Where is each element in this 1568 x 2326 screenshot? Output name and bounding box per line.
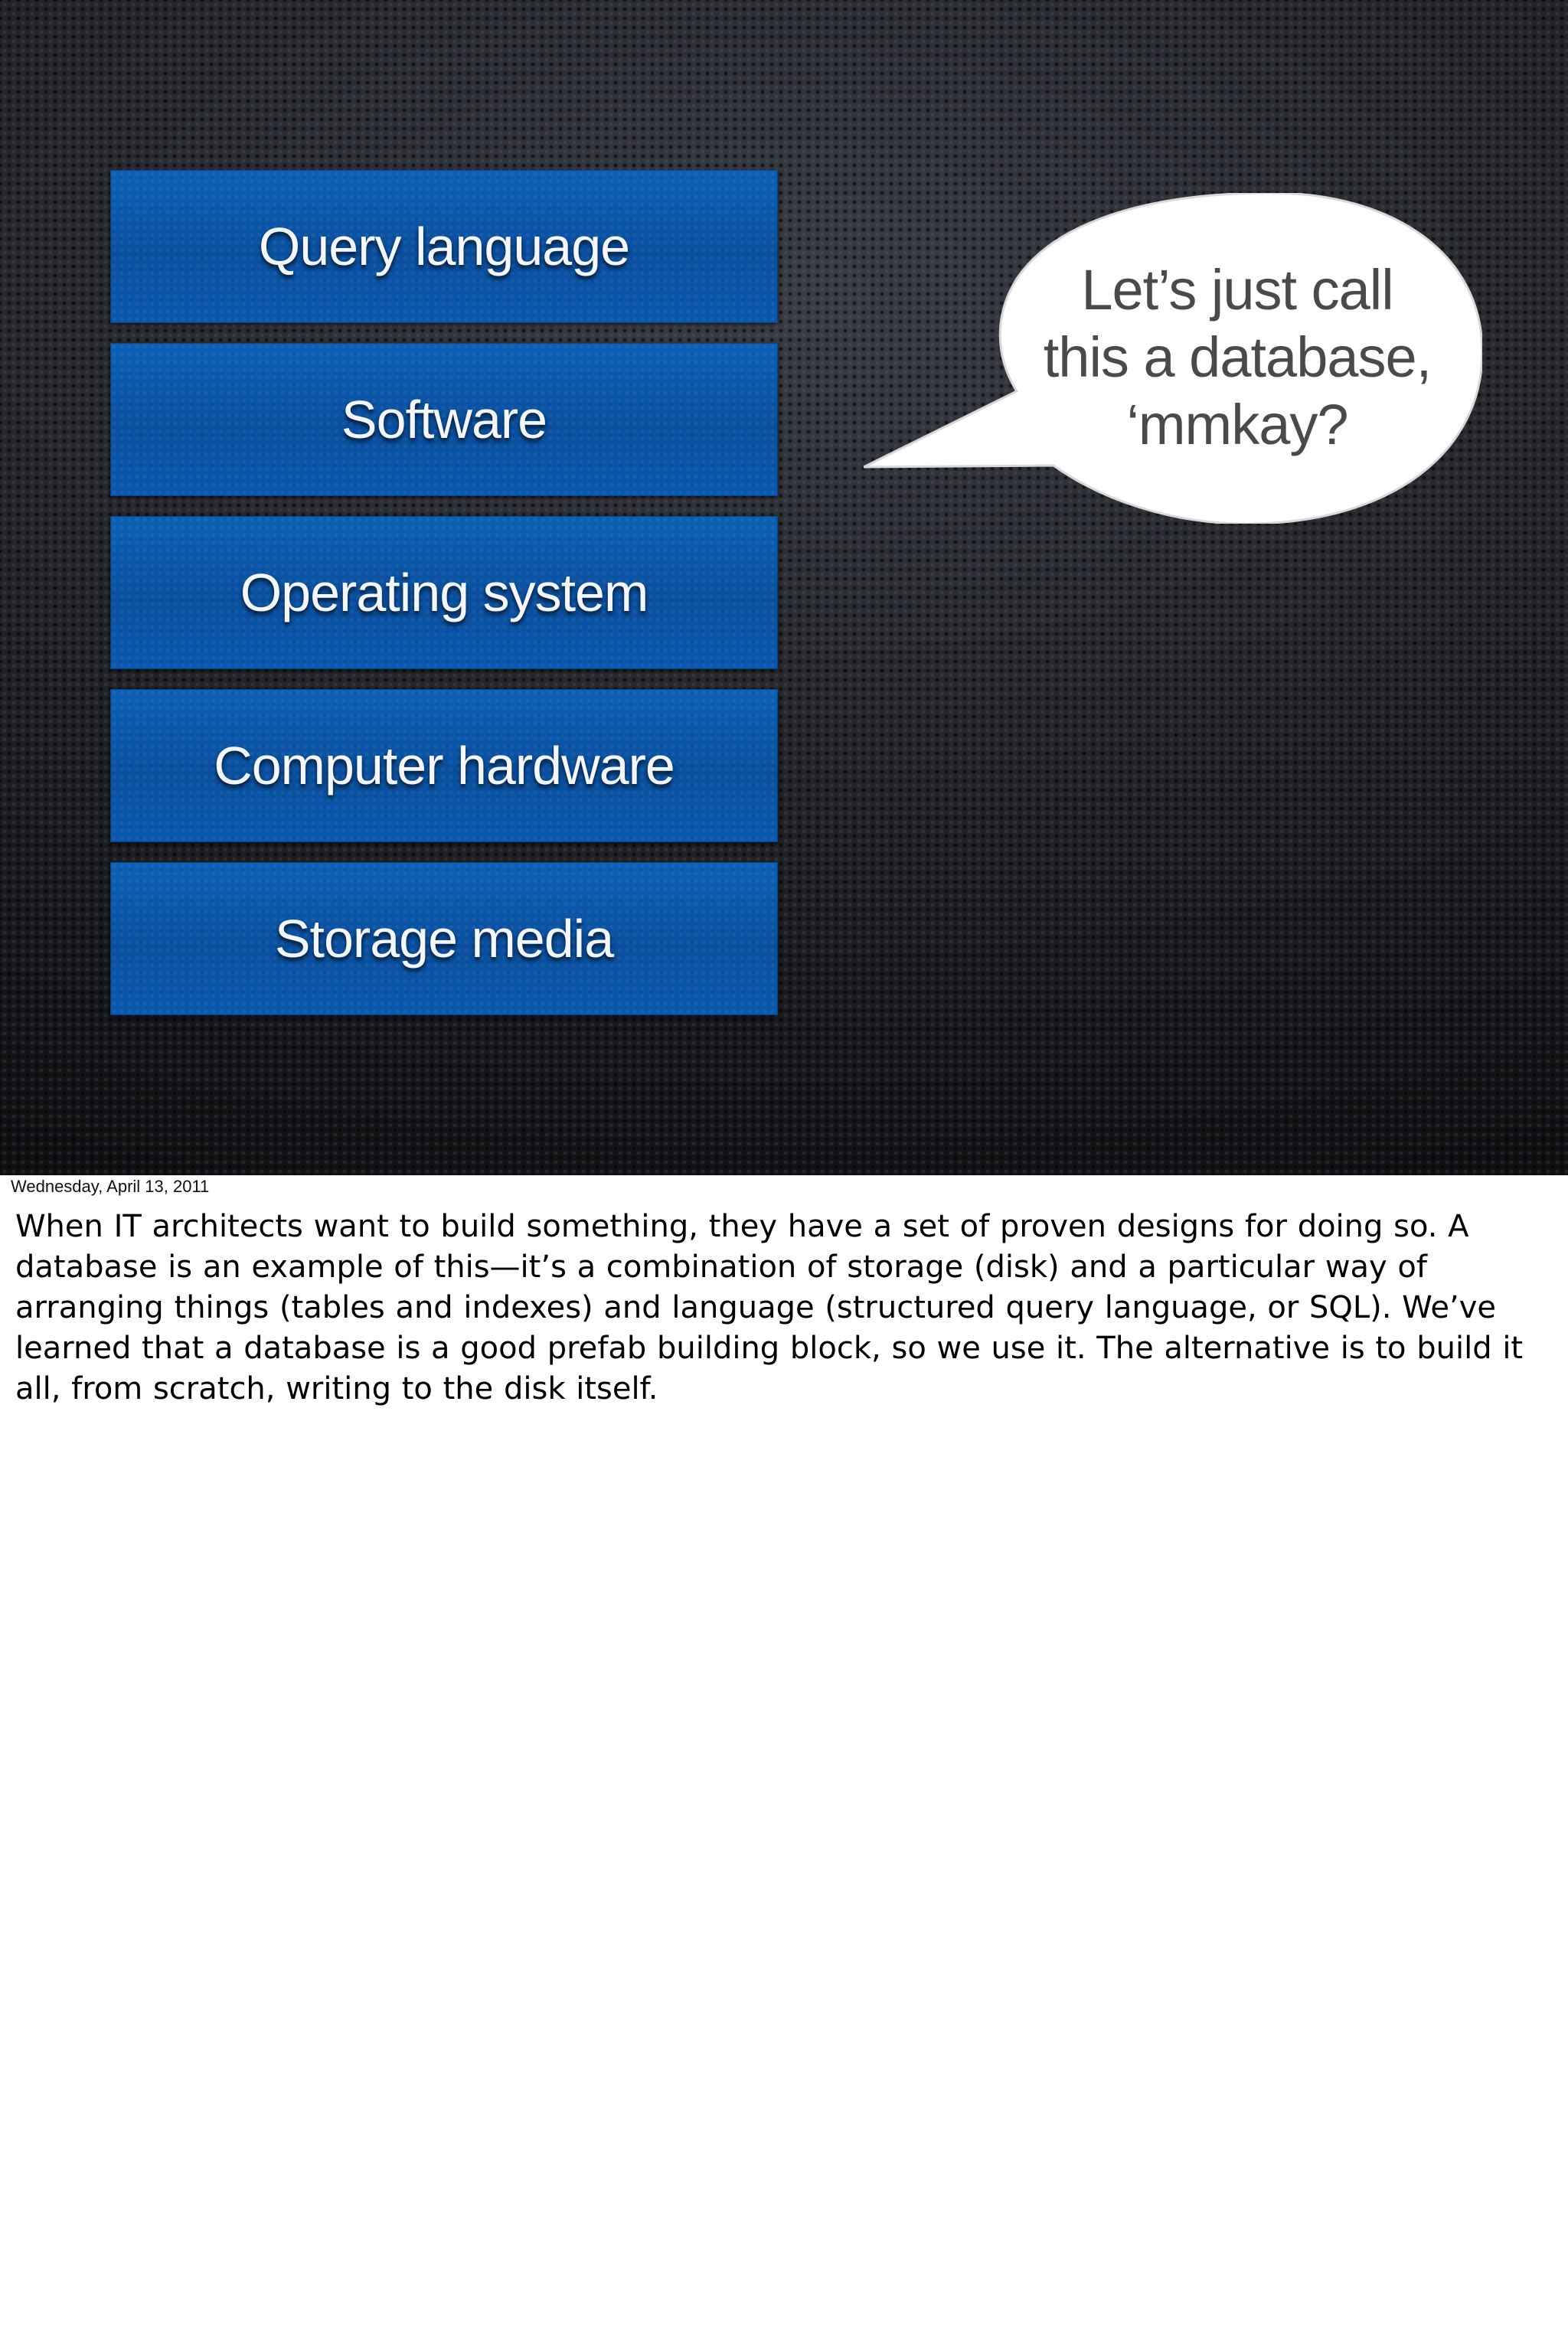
layer-label: Storage media xyxy=(274,909,614,969)
layer-storage-media xyxy=(110,862,778,1015)
layer-query-language xyxy=(110,170,778,323)
layer-operating-system xyxy=(110,516,778,669)
layer-computer-hardware xyxy=(110,689,778,842)
speaker-notes: When IT architects want to build something, they have a set of proven designs for doing so. A database is an example of this—it’s a combination of storage (disk) and a particular way of arranging things (tables and indexes) and language (structured query language, or SQL). We’ve learned that a database is a good prefab building block, so we use it. The alternative is to build it all, from scratch, writing to the disk itself. xyxy=(15,1209,1524,1406)
layer-label: Software xyxy=(341,390,547,449)
notes-date: Wednesday, April 13, 2011 xyxy=(11,1177,210,1196)
layer-label: Operating system xyxy=(240,563,648,622)
layer-software xyxy=(110,343,778,496)
speech-bubble-line: Let’s just call xyxy=(1081,258,1393,322)
layer-label: Query language xyxy=(258,217,630,276)
layer-label: Computer hardware xyxy=(214,736,675,795)
speech-bubble-line: ‘mmkay? xyxy=(1126,393,1348,456)
speech-bubble-text xyxy=(988,256,1487,459)
speech-bubble-line: this a database, xyxy=(1043,325,1432,389)
